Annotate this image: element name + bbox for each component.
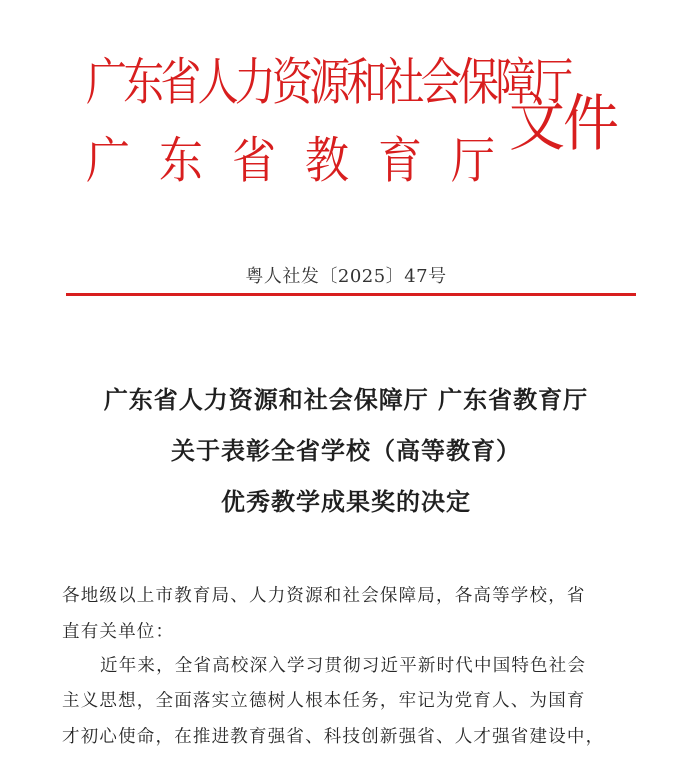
body-line: 直有关单位： <box>62 622 175 642</box>
issuer-name-hrss: 广东省人力资源和社会保障厅 <box>86 53 570 113</box>
body-line: 近年来，全省高校深入学习贯彻习近平新时代中国特色社会 <box>100 656 587 676</box>
body-line: 才初心使命，在推进教育强省、科技创新强省、人才强省建设中， <box>62 727 605 747</box>
body-line: 各地级以上市教育局、人力资源和社会保障局，各高等学校，省 <box>62 586 586 606</box>
title-line-3: 优秀教学成果奖的决定 <box>221 487 471 516</box>
body-line: 主义思想，全面落实立德树人根本任务，牢记为党育人、为国育 <box>62 691 586 711</box>
title-line-1: 广东省人力资源和社会保障厅 广东省教育厅 <box>103 385 589 414</box>
document-type-label: 文件 <box>509 88 617 160</box>
issuer-name-education: 广东省教育厅 <box>86 132 524 190</box>
title-line-2: 关于表彰全省学校（高等教育） <box>171 436 521 465</box>
document-number: 粤人社发〔2025〕47号 <box>245 266 447 287</box>
red-divider <box>66 293 636 296</box>
